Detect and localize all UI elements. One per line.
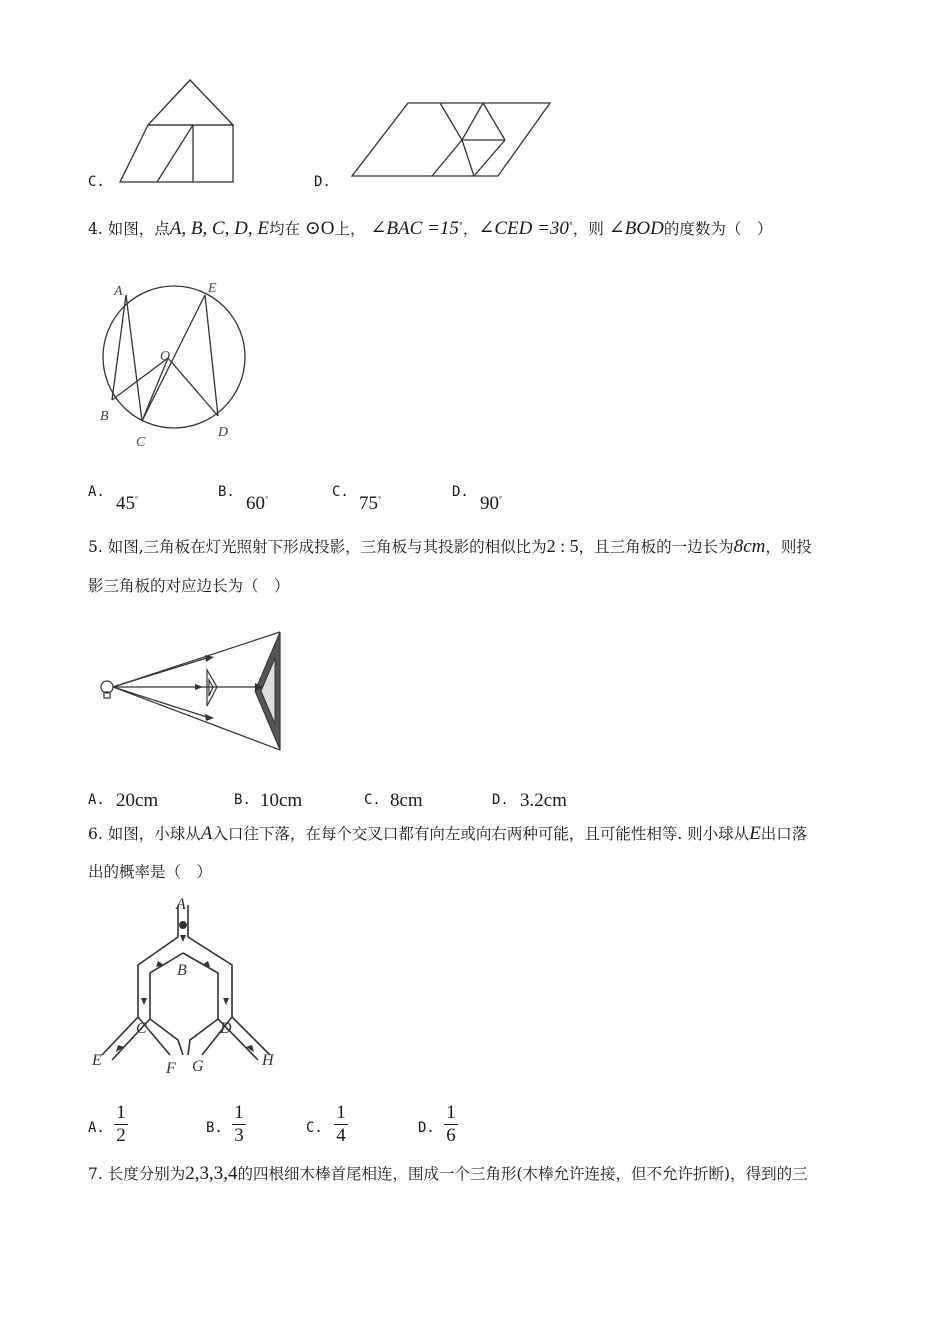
fig6-label-h: H <box>262 1052 274 1069</box>
q6-entry-label: A <box>200 823 213 844</box>
q4-option-d-value[interactable]: 90° <box>480 493 503 514</box>
q6-text-c: 出口落 <box>760 825 808 843</box>
q6-exit-label: E <box>749 823 761 844</box>
q4-option-b-value[interactable]: 60° <box>246 493 269 514</box>
q4-option-c-value[interactable]: 75° <box>359 493 382 514</box>
q6-option-a-letter[interactable]: A. <box>88 1120 105 1136</box>
q5-option-b-letter[interactable]: B. <box>234 792 251 808</box>
q5-stem-line2: 影三角板的对应边长为（ ） <box>88 577 290 595</box>
q5-ratio: 2 : 5 <box>546 536 579 556</box>
q5-option-c-letter[interactable]: C. <box>364 792 381 808</box>
q6-option-d-denominator: 6 <box>446 1125 456 1146</box>
q5-text-c: ，则投 <box>765 538 812 556</box>
q4-option-c-letter[interactable]: C. <box>332 484 349 500</box>
q5-option-a-value[interactable]: 20cm <box>116 790 159 811</box>
q4-comma: ， <box>462 220 479 239</box>
q4-option-a-number: 45 <box>116 493 135 514</box>
q6-stem-line2: 出的概率是（ ） <box>88 863 213 881</box>
q5-length: 8cm <box>733 536 766 557</box>
q6-option-c-letter[interactable]: C. <box>306 1120 323 1136</box>
q6-stem-line1 <box>88 824 807 844</box>
fig6-label-f: F <box>166 1060 176 1077</box>
q6-option-b-denominator: 3 <box>234 1125 244 1146</box>
figure-ball-path-diagram <box>90 895 285 1080</box>
q6-text-b: 入口往下落，在每个交叉口都有向左或向右两种可能，且可能性相等. 则小球从 <box>212 825 750 843</box>
q4-points: A, B, C, D, E <box>169 218 269 240</box>
q6-option-c-denominator: 4 <box>336 1125 346 1146</box>
fig6-label-e: E <box>92 1052 102 1069</box>
q6-option-c-numerator: 1 <box>336 1102 346 1123</box>
q6-text-a: 6. 如图，小球从 <box>88 825 201 843</box>
q4-stem-text-d: ，则 <box>572 220 604 239</box>
q5-option-d-letter[interactable]: D. <box>492 792 509 808</box>
fig6-label-c: C <box>136 1020 147 1037</box>
q6-option-a-fraction[interactable] <box>114 1102 128 1147</box>
q5-option-c-value[interactable]: 8cm <box>390 790 423 811</box>
figure-parallelogram-shape <box>350 100 555 180</box>
q4-angle-bac: ∠BAC =15 <box>370 218 459 240</box>
q6-option-b-letter[interactable]: B. <box>206 1120 223 1136</box>
fig4-label-b: B <box>100 409 109 424</box>
fig4-label-e: E <box>208 281 217 296</box>
q6-option-d-letter[interactable]: D. <box>418 1120 435 1136</box>
q4-option-d-number: 90 <box>480 493 499 514</box>
q4-angle-bod: ∠BOD <box>608 218 664 240</box>
q5-stem-line1 <box>88 536 812 557</box>
figure-house-shape <box>115 78 240 188</box>
q7-stem-line1 <box>88 1164 808 1184</box>
q4-option-d-letter[interactable]: D. <box>452 484 469 500</box>
q4-stem-text-c: 上， <box>334 220 366 239</box>
option-c-label[interactable]: C. <box>88 174 105 190</box>
fig6-label-g: G <box>192 1058 204 1075</box>
q6-option-a-denominator: 2 <box>116 1125 126 1146</box>
q4-circle-symbol: ⊙O <box>304 218 335 240</box>
q5-text-b: ，且三角板的一边长为 <box>578 538 734 556</box>
q4-option-a-value[interactable]: 45° <box>116 493 139 514</box>
fig6-label-a: A <box>176 896 186 913</box>
fig6-label-b: B <box>177 962 187 979</box>
q5-option-b-value[interactable]: 10cm <box>260 790 303 811</box>
figure-projection-diagram <box>95 628 310 763</box>
fig4-label-o: O <box>160 349 171 364</box>
q4-stem-text-e: 的度数为（ ） <box>663 220 773 239</box>
q7-lengths: 2,3,3,4 <box>185 1163 238 1184</box>
q4-stem-text-a: 4. 如图，点 <box>88 220 170 239</box>
q6-option-d-numerator: 1 <box>446 1102 456 1123</box>
fig4-label-d: D <box>218 425 229 440</box>
q5-option-d-value[interactable]: 3.2cm <box>520 790 567 811</box>
fig6-label-d: D <box>220 1020 232 1037</box>
q6-option-b-fraction[interactable] <box>232 1102 246 1147</box>
q4-angle-ced: ∠CED =30 <box>478 218 569 240</box>
q7-text-a: 7. 长度分别为 <box>88 1165 186 1183</box>
q6-option-c-fraction[interactable] <box>334 1102 348 1147</box>
q4-stem: 4. 如图，点A, B, C, D, E均在 ⊙O上， ∠BAC =15°，∠CED =30°，则 ∠BOD的度数为（ ） <box>88 218 773 240</box>
q4-option-b-number: 60 <box>246 493 265 514</box>
q4-option-b-letter[interactable]: B. <box>218 484 235 500</box>
figure-circle-diagram <box>90 278 260 453</box>
q4-option-c-number: 75 <box>359 493 378 514</box>
q5-text-a: 5. 如图,三角板在灯光照射下形成投影，三角板与其投影的相似比为 <box>88 538 547 556</box>
q4-option-a-letter[interactable]: A. <box>88 484 105 500</box>
q4-stem-text-b: 均在 <box>268 220 300 239</box>
fig4-label-a: A <box>114 284 123 299</box>
q6-option-a-numerator: 1 <box>116 1102 126 1123</box>
q6-option-b-numerator: 1 <box>234 1102 244 1123</box>
q5-option-a-letter[interactable]: A. <box>88 792 105 808</box>
option-d-label[interactable]: D. <box>314 174 331 190</box>
q7-text-b: 的四根细木棒首尾相连，围成一个三角形(木棒允许连接，但不允许折断)，得到的三 <box>237 1165 808 1183</box>
fig4-label-c: C <box>136 435 146 450</box>
q6-option-d-fraction[interactable] <box>444 1102 458 1147</box>
